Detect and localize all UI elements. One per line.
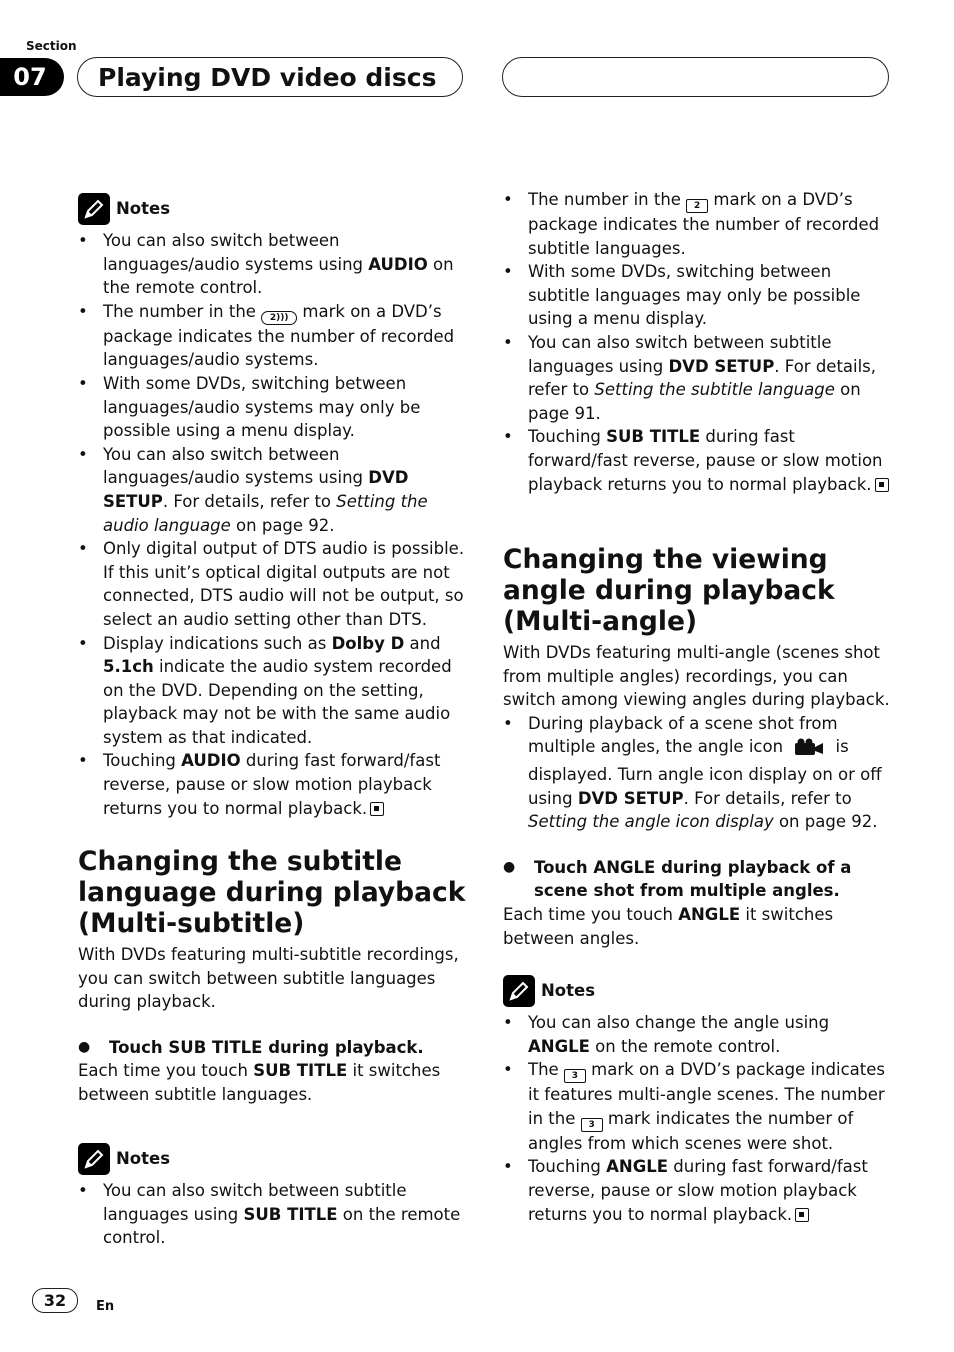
subtitle-section xyxy=(78,846,468,1107)
notes-list xyxy=(503,188,893,496)
notes-heading xyxy=(78,1143,468,1175)
section-label: Section xyxy=(26,39,77,53)
right-subtitle-notes xyxy=(503,188,893,496)
subtitle-languages-icon: 2 xyxy=(686,199,708,213)
list-item: • Only digital output of DTS audio is possible. If this unit’s optical digital outputs are not connected, DTS audio will not be output, so select an audio setting other than DTS. xyxy=(78,537,468,631)
list-item: • You can also switch between languages/audio systems using DVD SETUP. For details, refer to Setting the audio language on page 92. xyxy=(78,443,468,537)
audio-languages-icon: 2))) xyxy=(261,311,297,325)
list-item: • The 3 mark on a DVD’s package indicates it features multi-angle scenes. The number in the 3 mark indicates the number of angles from which scenes were shot. xyxy=(503,1058,893,1155)
chapter-title-text: Playing DVD video discs xyxy=(98,62,437,92)
header-blank-pill xyxy=(502,57,889,97)
notes-pencil-icon xyxy=(78,193,110,225)
multi-angle-icon: 3 xyxy=(581,1118,603,1132)
section-number-badge: 07 xyxy=(0,58,64,96)
notes-list xyxy=(78,229,468,820)
list-item: • The number in the 2))) mark on a DVD’s package indicates the number of recorded languages/audio systems. xyxy=(78,300,468,372)
subtitle-section-heading: Changing the subtitle language during playback (Multi-subtitle) xyxy=(78,846,466,939)
notes-heading xyxy=(78,193,468,225)
notes-heading xyxy=(503,975,893,1007)
left-notes-block-2 xyxy=(78,1143,468,1250)
angle-result: Each time you touch ANGLE it switches between angles. xyxy=(503,904,834,948)
notes-pencil-icon xyxy=(78,1143,110,1175)
angle-section-heading: Changing the viewing angle during playback (Multi-angle) xyxy=(503,544,835,637)
notes-label: Notes xyxy=(541,981,596,1001)
notes-list xyxy=(78,1179,468,1250)
page-number: 32 xyxy=(32,1288,78,1313)
subtitle-intro: With DVDs featuring multi-subtitle recordings, you can switch between subtitle languages during playback. xyxy=(78,945,459,1012)
angle-camera-icon xyxy=(794,738,824,763)
multi-angle-icon: 3 xyxy=(564,1069,586,1083)
list-item: • The number in the 2 mark on a DVD’s package indicates the number of recorded subtitle languages. xyxy=(503,188,893,260)
subtitle-result: Each time you touch SUB TITLE it switches between subtitle languages. xyxy=(78,1061,441,1104)
list-item: • You can also change the angle using ANGLE on the remote control. xyxy=(503,1011,893,1058)
list-item: • Touching AUDIO during fast forward/fast reverse, pause or slow motion playback returns you to normal playback. xyxy=(78,749,468,820)
list-item: • With some DVDs, switching between subtitle languages may only be possible using a menu display. xyxy=(503,260,893,331)
right-notes-block xyxy=(503,975,893,1226)
list-item: • During playback of a scene shot from multiple angles, the angle icon is displayed. Turn angle icon display on or off using DVD SETUP. For details, refer to Setting the angle icon display on page 92. xyxy=(503,712,893,834)
list-item: • Touching ANGLE during fast forward/fast reverse, pause or slow motion playback returns you to normal playback. xyxy=(503,1155,893,1226)
list-item: • Touching SUB TITLE during fast forward/fast reverse, pause or slow motion playback returns you to normal playback. xyxy=(503,425,893,496)
angle-section xyxy=(503,544,893,950)
notes-list xyxy=(503,1011,893,1226)
list-item: • Display indications such as Dolby D and 5.1ch indicate the audio system recorded on the DVD. Depending on the setting, playback may not be with the same audio system as that indicated. xyxy=(78,632,468,750)
notes-pencil-icon xyxy=(503,975,535,1007)
angle-step: ● Touch ANGLE during playback of a scene shot from multiple angles. xyxy=(503,856,893,903)
stop-icon xyxy=(370,802,384,816)
angle-bullet-list xyxy=(503,712,893,834)
list-item: • You can also switch between languages/audio systems using AUDIO on the remote control. xyxy=(78,229,468,300)
notes-label: Notes xyxy=(116,1149,171,1169)
list-item: • With some DVDs, switching between languages/audio systems may only be possible using a menu display. xyxy=(78,372,468,443)
stop-icon xyxy=(875,478,889,492)
list-item: • You can also switch between subtitle languages using DVD SETUP. For details, refer to Setting the subtitle language on page 91. xyxy=(503,331,893,425)
list-item: • You can also switch between subtitle languages using SUB TITLE on the remote control. xyxy=(78,1179,468,1250)
chapter-title xyxy=(77,57,463,97)
left-notes-block xyxy=(78,193,468,820)
stop-icon xyxy=(795,1208,809,1222)
language-code: En xyxy=(96,1299,115,1314)
subtitle-step: ● Touch SUB TITLE during playback. xyxy=(78,1036,468,1060)
notes-label: Notes xyxy=(116,199,171,219)
angle-intro: With DVDs featuring multi-angle (scenes shot from multiple angles) recordings, you can switch among viewing angles during playback. xyxy=(503,643,890,710)
